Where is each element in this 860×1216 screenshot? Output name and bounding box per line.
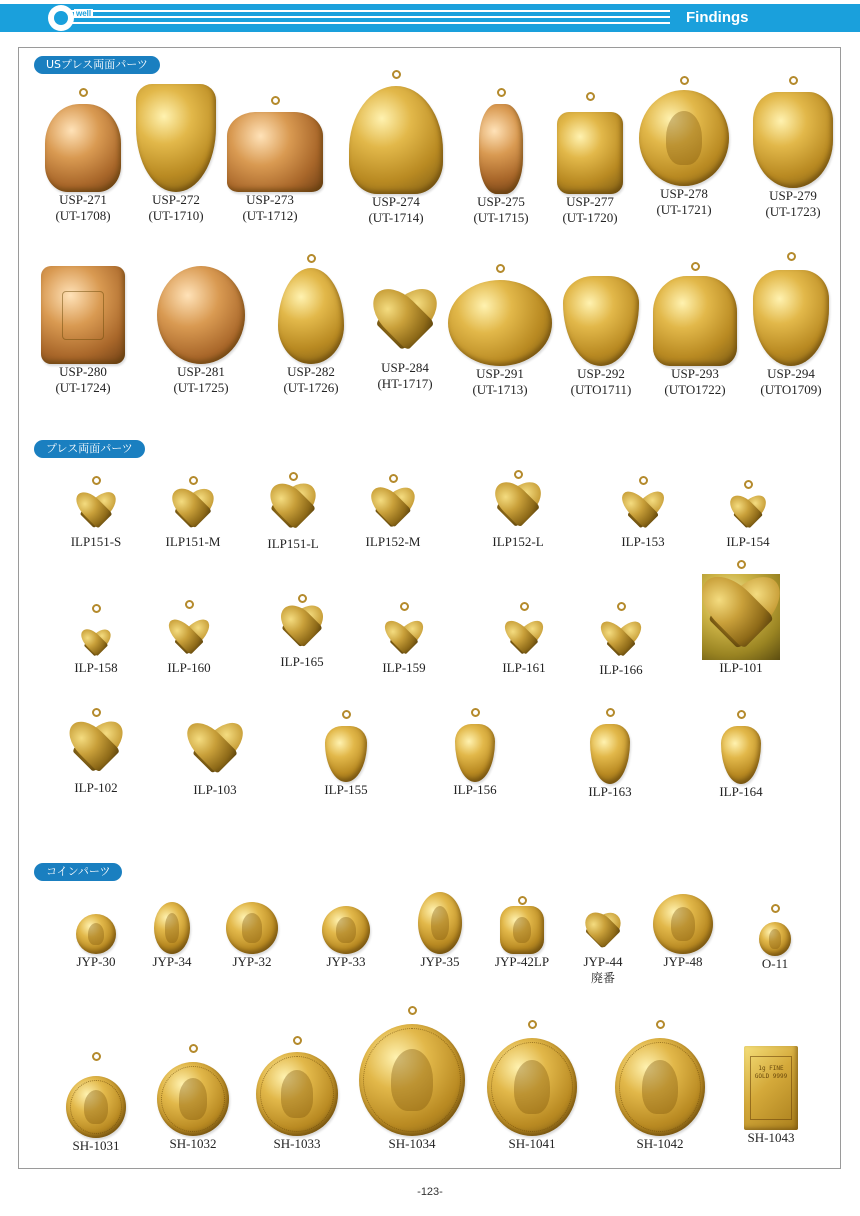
jump-ring-icon [92, 1052, 101, 1061]
product-code: USP-275 [477, 194, 525, 209]
product-item [698, 710, 784, 800]
product-alt-code: (UT-1708) [55, 208, 111, 223]
hexagon-coin-charm-icon [500, 906, 544, 954]
product-item [640, 892, 726, 970]
gold-bar-stamp: 1g FINE GOLD 9999 [750, 1056, 792, 1120]
teardrop-charm-icon [278, 268, 344, 364]
coin-charm-icon [76, 914, 116, 954]
product-code: USP-292 [577, 366, 625, 381]
jump-ring-icon [789, 76, 798, 85]
jump-ring-icon [514, 470, 523, 479]
locket-charm-icon [721, 726, 761, 784]
product-code: JYP-34 [152, 954, 192, 969]
jump-ring-icon [586, 92, 595, 101]
product-code: ILP-164 [719, 784, 763, 799]
product-code: ILP-159 [382, 660, 426, 675]
section-label-coin: コインパーツ [34, 863, 122, 881]
product-code: USP-294 [767, 366, 815, 381]
owl-charm-icon [136, 84, 216, 192]
heart-charm-icon [387, 618, 421, 660]
product-alt-code: (UT-1724) [55, 380, 111, 395]
product-alt-code: (UT-1712) [242, 208, 298, 223]
product-code: ILP151-L [267, 536, 319, 551]
product-alt-code: (UT-1714) [368, 210, 424, 225]
jump-ring-icon [293, 1036, 302, 1045]
jump-ring-icon [79, 88, 88, 97]
header-stripe [70, 16, 670, 18]
medal-coin-charm-icon [157, 1062, 229, 1136]
heart-charm-icon [625, 488, 661, 534]
jump-ring-icon [298, 594, 307, 603]
product-code: ILP-156 [453, 782, 497, 797]
product-code: USP-273 [246, 192, 294, 207]
product-item [53, 604, 139, 676]
heart-charm-icon [492, 482, 544, 534]
jump-ring-icon [520, 602, 529, 611]
product-code: USP-282 [287, 364, 335, 379]
product-item [209, 900, 295, 970]
product-code: SH-1032 [169, 1136, 217, 1151]
product-item [53, 1052, 139, 1154]
product-code: ILP-166 [599, 662, 643, 677]
heart-charm-icon [68, 720, 124, 780]
product-code: JYP-33 [326, 954, 366, 969]
product-item [146, 600, 232, 676]
jump-ring-icon [518, 896, 527, 905]
heart-charm-icon [730, 494, 766, 534]
jump-ring-icon [400, 602, 409, 611]
product-code: O-11 [761, 956, 789, 971]
anchor-charm-icon [753, 92, 833, 188]
product-item [53, 910, 139, 970]
product-code: USP-281 [177, 364, 225, 379]
jump-ring-icon [744, 480, 753, 489]
brand-logo-icon [48, 5, 74, 31]
jump-ring-icon [389, 474, 398, 483]
jump-ring-icon [787, 252, 796, 261]
page-number: -123- [417, 1186, 443, 1198]
heart-charm-icon [171, 488, 215, 534]
knight-coin-charm-icon [639, 90, 729, 186]
product-code: ILP-102 [74, 780, 118, 795]
jump-ring-icon [408, 1006, 417, 1015]
coin-charm-icon [322, 906, 370, 954]
dice-charm-icon [557, 112, 623, 194]
product-code: JYP-35 [420, 954, 460, 969]
jump-ring-icon [471, 708, 480, 717]
product-code: ILP151-M [165, 534, 221, 549]
product-item [484, 1020, 580, 1152]
cameo-charm-icon [418, 892, 462, 954]
heart-charm-icon [370, 288, 440, 360]
product-code: SH-1031 [72, 1138, 120, 1153]
product-code: USP-274 [372, 194, 420, 209]
product-alt-code: (UTO1709) [760, 382, 822, 397]
jump-ring-icon [92, 476, 101, 485]
product-code: USP-277 [566, 194, 614, 209]
locket-charm-icon [325, 726, 367, 782]
product-code: ILP151-S [70, 534, 122, 549]
product-alt-code: (UT-1721) [656, 202, 712, 217]
heart-charm-icon [77, 490, 115, 534]
product-item [732, 904, 818, 972]
coin-charm-icon [759, 922, 791, 956]
gold-bar-charm-icon [744, 1046, 798, 1130]
product-item [560, 910, 646, 986]
heart-charm-icon [277, 606, 327, 654]
product-alt-code: (UT-1723) [765, 204, 821, 219]
jump-ring-icon [497, 88, 506, 97]
product-code: ILP-154 [726, 534, 770, 549]
product-item [547, 92, 633, 226]
product-item [567, 708, 653, 800]
product-item [303, 710, 389, 798]
product-code: USP-279 [769, 188, 817, 203]
product-code: SH-1033 [273, 1136, 321, 1151]
medal-coin-charm-icon [615, 1038, 705, 1136]
product-item [40, 262, 126, 396]
product-item [612, 1020, 708, 1152]
product-code: SH-1034 [388, 1136, 436, 1151]
product-item [53, 708, 139, 796]
jump-ring-icon [639, 476, 648, 485]
product-code: USP-293 [671, 366, 719, 381]
medal-coin-charm-icon [359, 1024, 465, 1136]
barrel-charm-icon [479, 104, 523, 194]
product-alt-code: (UT-1715) [473, 210, 529, 225]
medal-coin-charm-icon [66, 1076, 126, 1138]
product-item [578, 602, 664, 678]
product-item [150, 1044, 236, 1152]
jump-ring-icon [680, 76, 689, 85]
product-code: USP-280 [59, 364, 107, 379]
product-alt-code: (UT-1725) [173, 380, 229, 395]
medal-coin-charm-icon [256, 1052, 338, 1136]
header-stripe [70, 10, 670, 12]
frame-charm-icon [41, 266, 125, 364]
header-stripe [70, 22, 670, 24]
shell-charm-icon [45, 104, 121, 192]
product-item [558, 270, 644, 398]
brand-name: well [76, 9, 92, 18]
heart-charm-icon [188, 720, 242, 782]
telephone-charm-icon [227, 112, 323, 192]
product-code: USP-278 [660, 186, 708, 201]
product-item [350, 474, 436, 550]
product-item [129, 900, 215, 970]
product-item [358, 1006, 466, 1152]
product-item [259, 594, 345, 670]
product-item [475, 470, 561, 550]
product-item [728, 1044, 814, 1146]
heart-charm-icon [172, 616, 206, 660]
product-code: ILP-158 [74, 660, 118, 675]
product-code: JYP-42LP [494, 954, 550, 969]
elephant-oval-charm-icon [448, 280, 552, 366]
product-code: USP-272 [152, 192, 200, 207]
jump-ring-icon [392, 70, 401, 79]
product-item [432, 708, 518, 798]
heart-charm-icon [371, 486, 415, 534]
product-code: SH-1042 [636, 1136, 684, 1151]
jump-ring-icon [606, 708, 615, 717]
product-item [53, 476, 139, 550]
product-code: SH-1041 [508, 1136, 556, 1151]
product-item [250, 472, 336, 552]
jump-ring-icon [271, 96, 280, 105]
product-code: USP-271 [59, 192, 107, 207]
product-alt-code: (UTO1722) [664, 382, 726, 397]
cameo-charm-icon [154, 902, 190, 954]
product-code: ILP-155 [324, 782, 368, 797]
jump-ring-icon [528, 1020, 537, 1029]
product-code: JYP-32 [232, 954, 272, 969]
heart-coin-charm-icon [581, 914, 625, 954]
product-item [397, 890, 483, 970]
product-item [698, 560, 784, 676]
product-code: JYP-30 [76, 954, 116, 969]
coin-charm-icon [226, 902, 278, 954]
product-item [40, 88, 126, 224]
section-label-us-press: USプレス両面パーツ [34, 56, 160, 74]
product-code: USP-291 [476, 366, 524, 381]
product-code: ILP-160 [167, 660, 211, 675]
jump-ring-icon [92, 708, 101, 717]
product-item [481, 602, 567, 676]
product-code: ILP152-L [492, 534, 544, 549]
product-alt-code: (UT-1720) [562, 210, 618, 225]
discontinued-note: 廃番 [590, 971, 615, 985]
product-code: USP-284 [381, 360, 429, 375]
money-bag-charm-icon [753, 270, 829, 366]
jump-ring-icon [737, 710, 746, 719]
jump-ring-icon [342, 710, 351, 719]
product-item [458, 88, 544, 226]
jump-ring-icon [189, 476, 198, 485]
horseshoe-charm-icon [563, 276, 639, 366]
product-code: SH-1043 [747, 1130, 795, 1145]
fan-charm-icon [653, 276, 737, 366]
product-code: ILP152-M [365, 534, 421, 549]
product-alt-code: (UT-1713) [472, 382, 528, 397]
product-alt-code: (HT-1717) [377, 376, 433, 391]
heart-charm-icon [507, 618, 541, 660]
product-item [748, 252, 834, 398]
product-item [600, 476, 686, 550]
jump-ring-icon [771, 904, 780, 913]
product-item [362, 276, 448, 392]
jump-ring-icon [656, 1020, 665, 1029]
locket-charm-icon [455, 724, 495, 782]
jump-ring-icon [92, 604, 101, 613]
locket-charm-icon [590, 724, 630, 784]
jump-ring-icon [617, 602, 626, 611]
product-item [652, 262, 738, 398]
product-item [150, 476, 236, 550]
product-item [636, 76, 732, 218]
heart-charm-icon [604, 618, 638, 662]
jump-ring-icon [307, 254, 316, 263]
jump-ring-icon [185, 600, 194, 609]
jump-ring-icon [691, 262, 700, 271]
product-alt-code: (UT-1726) [283, 380, 339, 395]
product-item [227, 96, 313, 224]
jump-ring-icon [189, 1044, 198, 1053]
product-item [153, 262, 249, 396]
coin-charm-icon [653, 894, 713, 954]
medal-coin-charm-icon [487, 1038, 577, 1136]
product-item [705, 480, 791, 550]
jump-ring-icon [737, 560, 746, 569]
product-item [361, 602, 447, 676]
product-code: JYP-48 [663, 954, 703, 969]
product-item [172, 710, 258, 798]
product-code: ILP-165 [280, 654, 324, 669]
product-item [268, 254, 354, 396]
product-item [252, 1036, 342, 1152]
ornate-charm-icon [157, 266, 245, 364]
product-alt-code: (UTO1711) [570, 382, 632, 397]
product-item [133, 82, 219, 224]
product-item [348, 70, 444, 226]
product-item [479, 896, 565, 970]
jump-ring-icon [496, 264, 505, 273]
section-title: Findings [686, 9, 749, 26]
product-code: JYP-44 [583, 954, 623, 969]
product-item [303, 904, 389, 970]
rooster-charm-icon [349, 86, 443, 194]
page-header [0, 0, 860, 40]
jump-ring-icon [289, 472, 298, 481]
heart-charm-icon [702, 574, 780, 660]
product-code: ILP-153 [621, 534, 665, 549]
product-code: ILP-161 [502, 660, 546, 675]
product-item [750, 76, 836, 220]
product-item [448, 264, 552, 398]
product-code: ILP-163 [588, 784, 632, 799]
heart-charm-icon [266, 484, 320, 536]
product-alt-code: (UT-1710) [148, 208, 204, 223]
product-code: ILP-103 [193, 782, 237, 797]
heart-charm-icon [82, 628, 110, 660]
section-label-press: プレス両面パーツ [34, 440, 145, 458]
product-code: ILP-101 [719, 660, 763, 675]
